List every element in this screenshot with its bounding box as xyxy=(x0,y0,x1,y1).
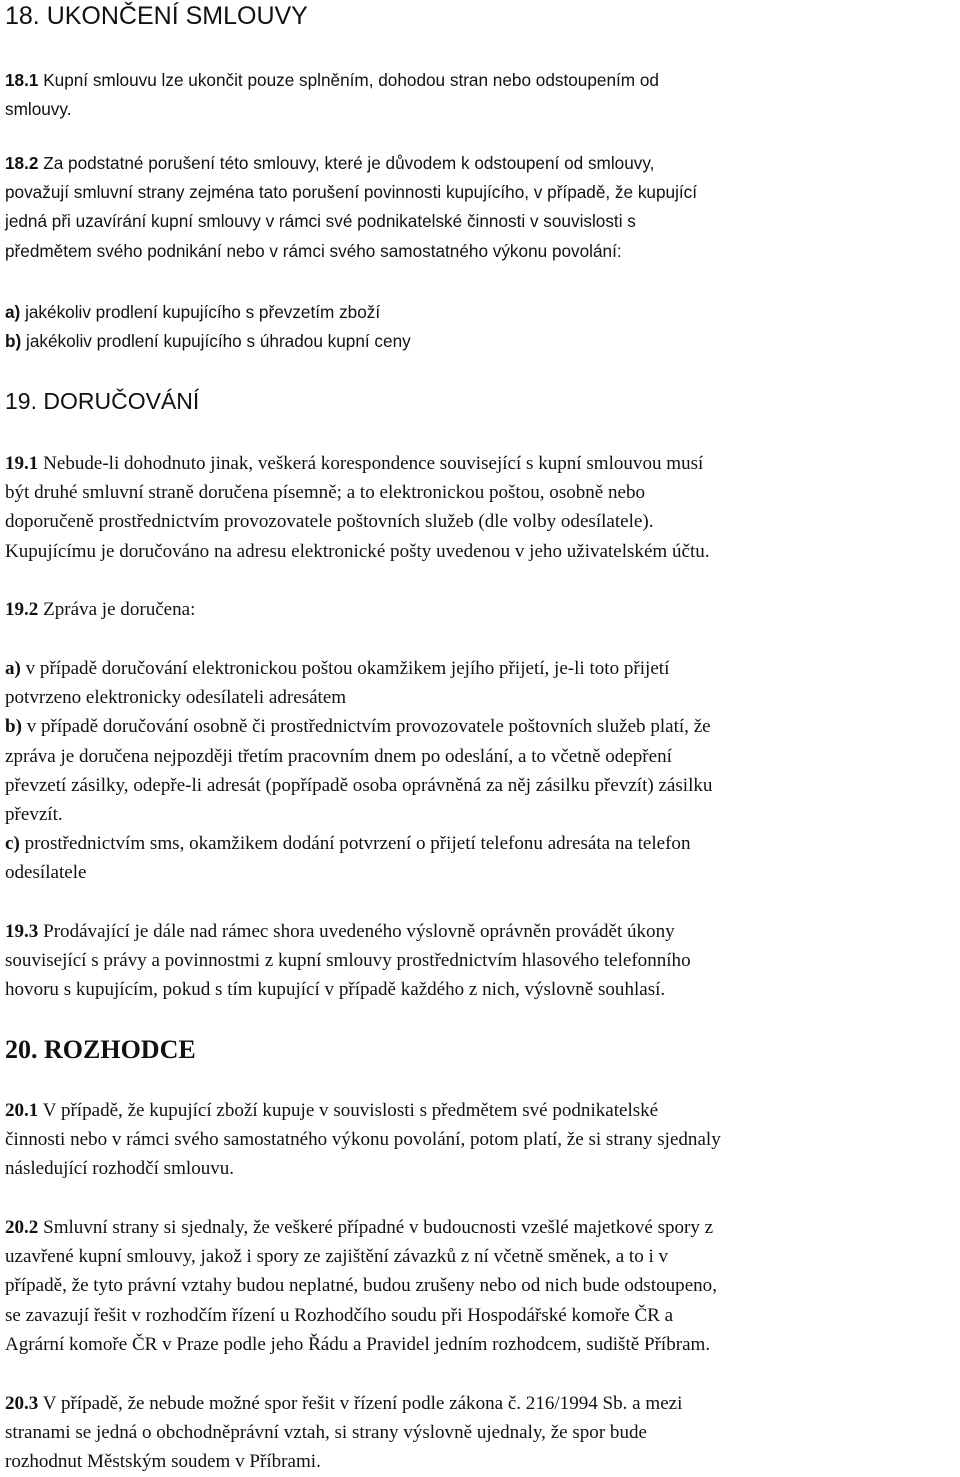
paragraph-text: Kupujícímu je doručováno na adresu elektronické pošty uvedenou v jeho uživatelském účtu. xyxy=(5,540,710,562)
paragraph-18-1 xyxy=(5,66,957,124)
paragraph-number: 19.3 xyxy=(5,921,39,942)
list-item-text: jakékoliv prodlení kupujícího s úhradou kupní ceny xyxy=(26,331,411,352)
paragraph-text: Agrární komoře ČR v Praze podle jeho Řádu a Pravidel jedním rozhodcem, sudiště Příbram. xyxy=(5,1333,711,1355)
paragraph-text: činnosti nebo v rámci svého samostatného výkonu povolání, potom platí, že si strany sjednaly xyxy=(5,1129,721,1151)
list-item-label: b) xyxy=(5,331,22,352)
list-item-text: jakékoliv prodlení kupujícího s převzetím zboží xyxy=(25,302,381,322)
paragraph-20-1 xyxy=(5,1096,957,1184)
paragraph-text: rozhodnut Městským soudem v Příbrami. xyxy=(5,1451,321,1473)
list-item xyxy=(5,654,957,683)
list-item-text: v případě doručování elektronickou poštou okamžikem jejího přijetí, je-li toto přijetí xyxy=(25,658,670,679)
list-item xyxy=(5,829,957,858)
paragraph-19-1 xyxy=(5,449,957,566)
paragraph-text: smlouvy. xyxy=(5,99,72,120)
paragraph-text: jedná při uzavírání kupní smlouvy v rámci své podnikatelské činnosti v souvislosti s xyxy=(5,211,636,232)
paragraph-text: související s právy a povinnostmi z kupní smlouvy prostřednictvím hlasového telefonního xyxy=(5,950,691,972)
list-item-text: v případě doručování osobně či prostřednictvím provozovatele poštovních služeb platí, že xyxy=(26,716,711,738)
paragraph-number: 19.2 xyxy=(5,599,39,620)
paragraph-text: Kupní smlouvu lze ukončit pouze splněním, dohodou stran nebo odstoupením od xyxy=(43,70,659,90)
paragraph-text: případě, že tyto právní vztahy budou neplatné, budou zrušeny nebo od nich bude odstoupeno, xyxy=(5,1275,717,1297)
paragraph-number: 18.2 xyxy=(5,153,39,173)
paragraph-number: 20.2 xyxy=(5,1217,39,1238)
paragraph-text: se zavazují řešit v rozhodčím řízení u Rozhodčího soudu při Hospodářské komoře ČR a xyxy=(5,1304,674,1326)
section-19-heading: 19. DORUČOVÁNÍ xyxy=(5,388,200,414)
paragraph-text: uzavřené kupní smlouvy, jakož i spory ze zajištění závazků z ní včetně směnek, a to i v xyxy=(5,1246,669,1268)
paragraph-text: považují smluvní strany zejména tato porušení povinnosti kupujícího, v případě, že kupující xyxy=(5,182,698,203)
list-item-label: c) xyxy=(5,833,20,855)
list-item xyxy=(5,712,957,741)
paragraph-text: Zpráva je doručena: xyxy=(43,599,196,620)
paragraph-text: předmětem svého podnikání nebo v rámci svého samostatného výkonu povolání: xyxy=(5,240,622,261)
paragraph-text: Nebude-li dohodnuto jinak, veškerá korespondence související s kupní smlouvou musí xyxy=(43,453,704,474)
paragraph-18-2 xyxy=(5,149,957,266)
paragraph-text: V případě, že kupující zboží kupuje v souvislosti s předmětem své podnikatelské xyxy=(42,1100,659,1121)
list-item xyxy=(5,327,957,356)
list-item-text: odesílatele xyxy=(5,862,87,884)
list-item-text: zpráva je doručena nejpozději třetím pracovním dnem po odeslání, a to včetně odepření xyxy=(5,745,672,767)
list-item-text: převzetí zásilky, odepře-li adresát (popřípadě osoba oprávněná za něj zásilku převzít) zásilku xyxy=(5,774,713,796)
list-item-text: prostřednictvím sms, okamžikem dodání potvrzení o přijetí telefonu adresáta na telefon xyxy=(24,833,691,855)
section-18-heading: 18. UKONČENÍ SMLOUVY xyxy=(5,2,308,30)
list-item-text: převzít. xyxy=(5,804,63,826)
list-item-label: b) xyxy=(5,716,22,738)
paragraph-text: V případě, že nebude možné spor řešit v řízení podle zákona č. 216/1994 Sb. a mezi xyxy=(42,1393,683,1414)
paragraph-number: 20.1 xyxy=(5,1100,39,1121)
paragraph-number: 18.1 xyxy=(5,70,39,90)
section-20-heading: 20. ROZHODCE xyxy=(5,1035,196,1064)
list-item-text: potvrzeno elektronicky odesílateli adresátem xyxy=(5,687,347,709)
list-item-label: a) xyxy=(5,302,21,322)
paragraph-19-2 xyxy=(5,595,957,624)
paragraph-19-3 xyxy=(5,917,957,1005)
list-item xyxy=(5,298,957,327)
paragraph-20-2 xyxy=(5,1213,957,1359)
paragraph-text: stranami se jedná o obchodněprávní vztah, si strany výslovně ujednaly, že spor bude xyxy=(5,1422,647,1444)
list-item-label: a) xyxy=(5,658,21,679)
list-19-2 xyxy=(5,654,957,888)
paragraph-text: Prodávající je dále nad rámec shora uvedeného výslovně oprávněn provádět úkony xyxy=(43,921,675,942)
paragraph-text: doporučeně prostřednictvím provozovatele poštovních služeb (dle volby odesílatele). xyxy=(5,511,654,533)
paragraph-text: Za podstatné porušení této smlouvy, které je důvodem k odstoupení od smlouvy, xyxy=(43,153,655,173)
paragraph-20-3 xyxy=(5,1389,957,1477)
paragraph-number: 19.1 xyxy=(5,453,39,474)
list-18 xyxy=(5,298,957,356)
paragraph-text: být druhé smluvní straně doručena písemně; a to elektronickou poštou, osobně nebo xyxy=(5,482,646,504)
paragraph-text: následující rozhodčí smlouvu. xyxy=(5,1158,235,1180)
paragraph-text: Smluvní strany si sjednaly, že veškeré případné v budoucnosti vzešlé majetkové spory z xyxy=(43,1217,714,1238)
paragraph-number: 20.3 xyxy=(5,1393,39,1414)
paragraph-text: hovoru s kupujícím, pokud s tím kupující v případě každého z nich, výslovně souhlasí. xyxy=(5,979,666,1001)
